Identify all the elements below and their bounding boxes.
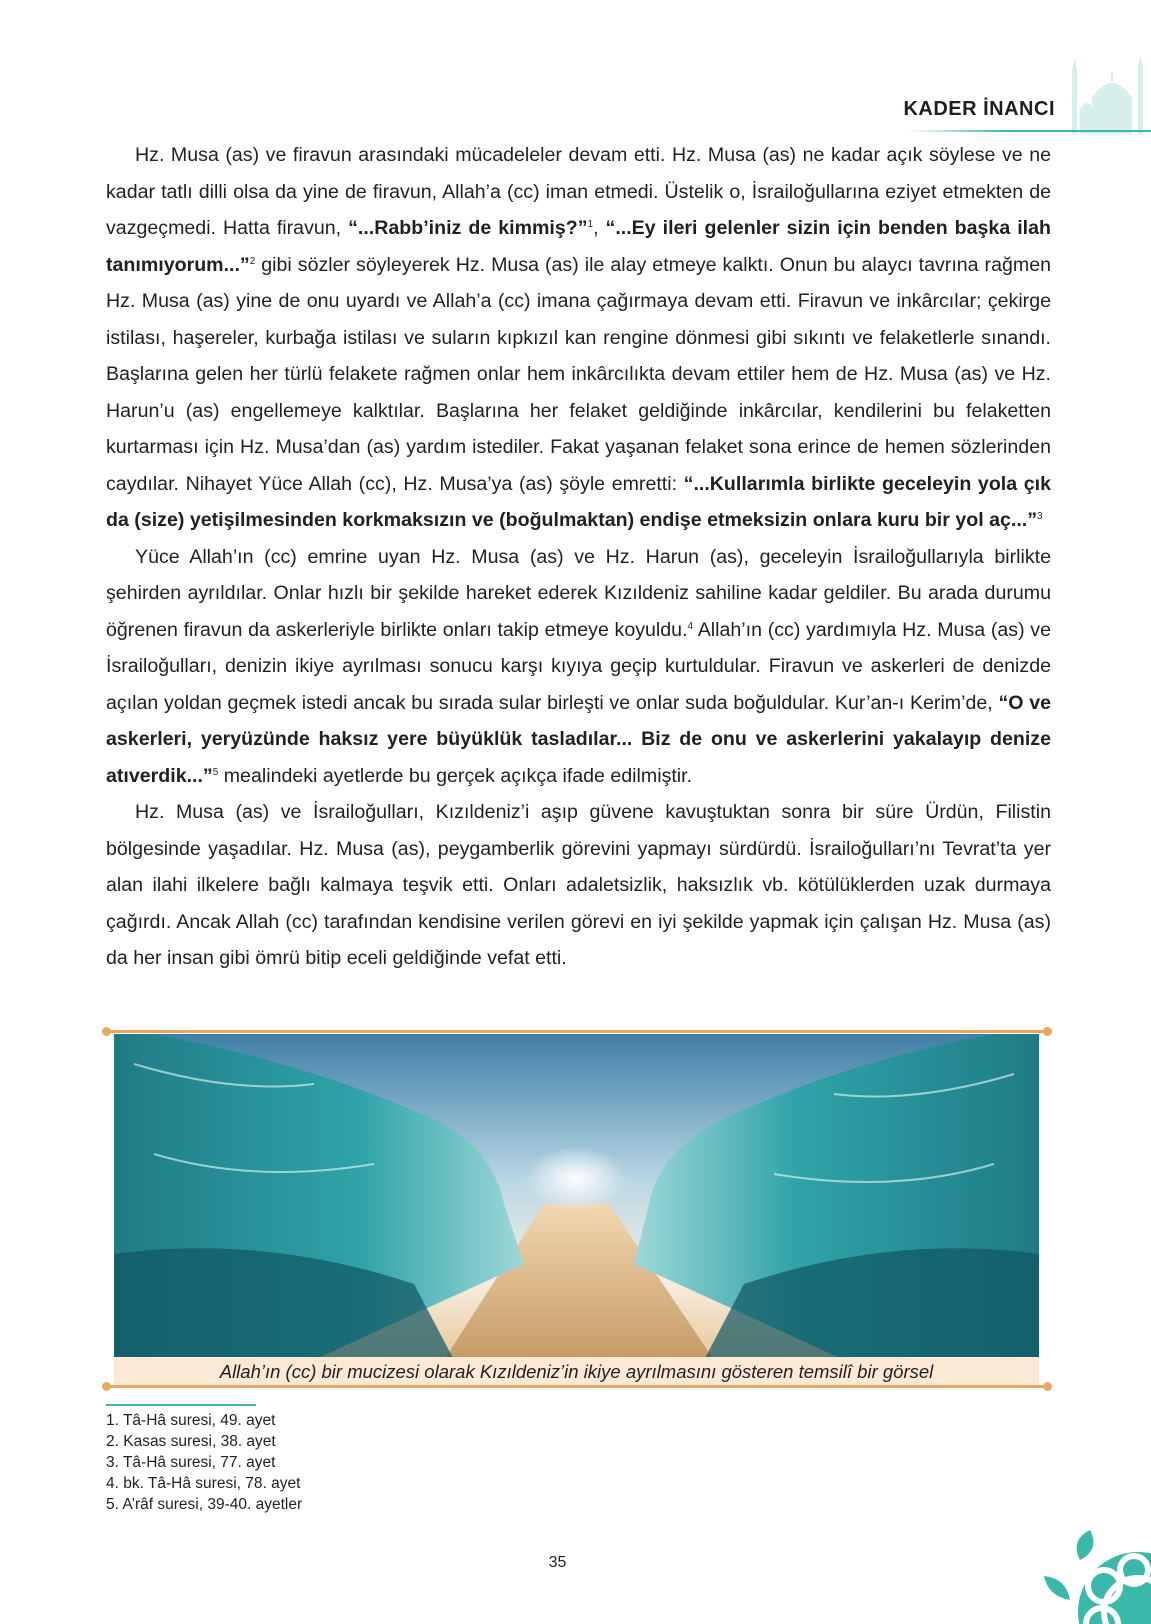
flower-ornament-icon bbox=[1030, 1500, 1151, 1624]
text-run: Yüce Allah’ın (cc) emrine uyan Hz. Musa (as) ve Hz. Harun (as), geceleyin İsrailoğullarıyla birlikte şehirden ayrıldılar. Onlar hızlı bir şekilde hareket ederek Kızıldeniz sahiline kadar geldiler. Bu arada durumu öğrenen firavun da askerleriyle birlikte onları takip etmeye koyuldu. bbox=[106, 545, 1051, 641]
figure-caption: Allah’ın (cc) bir mucizesi olarak Kızıldeniz’in ikiye ayrılmasını gösteren temsilî bir görsel bbox=[114, 1357, 1039, 1385]
footnote: 5. A’râf suresi, 39-40. ayetler bbox=[106, 1496, 303, 1513]
footnote-ref: 3 bbox=[1037, 511, 1043, 522]
figure-rule-dot bbox=[102, 1382, 111, 1391]
body-text bbox=[106, 137, 1051, 977]
paragraph bbox=[106, 539, 1051, 795]
text-run: Allah’ın (cc) yardımıyla Hz. Musa (as) ve İsrailoğulları, denizin ikiye ayrılması sonucu karşı kıyıya geçip kurtuldular. Firavun ve askerleri de denizde açılan yoldan geçmek istedi ancak bu sırada sular birleşti ve onlar suda boğuldular. Kur’an-ı Kerim’de, bbox=[106, 618, 1051, 714]
mosque-silhouette-icon bbox=[1064, 56, 1151, 134]
footnotes bbox=[106, 1410, 302, 1515]
text-run: Hz. Musa (as) ve İsrailoğulları, Kızıldeniz’i aşıp güvene kavuştuktan sonra bir süre Ürdün, Filistin bölgesinde yaşadılar. Hz. Musa (as), peygamberlik görevini yapmayı sürdürdü. İsrailoğulları’nı Tevrat’ta yer alan ilahi ilkelere bağlı kalmaya teşvik etti. Onları adaletsizlik, haksızlık vb. kötülüklerden uzak durmaya çağırdı. Ancak Allah (cc) tarafından kendisine verilen görevi en iyi şekilde yapmak için çalışan Hz. Musa (as) da her insan gibi ömrü bitip eceli geldiğinde vefat etti. bbox=[106, 801, 1051, 969]
footnote-ref: 1 bbox=[587, 219, 594, 230]
figure-rule-dot bbox=[1043, 1382, 1052, 1391]
figure-rule-dot bbox=[1043, 1027, 1052, 1036]
text-run: , bbox=[593, 217, 606, 239]
text-run: mealindeki ayetlerde bu gerçek açıkça ifade edilmiştir. bbox=[218, 764, 693, 787]
quoted-verse: “O ve askerleri, yeryüzünde haksız yere büyüklük tasladılar... Biz de onu ve askerlerini yakalayıp denize atıverdik...” bbox=[106, 691, 1052, 787]
footnote: 3. Tâ-Hâ suresi, 77. ayet bbox=[106, 1454, 276, 1471]
quoted-verse: “...Ey ileri gelenler sizin için benden başka ilah tanımıyorum...” bbox=[106, 217, 1051, 276]
parted-sea-image bbox=[114, 1034, 1039, 1360]
page-number: 35 bbox=[548, 1554, 567, 1571]
footnote-ref: 5 bbox=[212, 766, 219, 778]
paragraph bbox=[106, 137, 1051, 539]
figure-rule-dot bbox=[102, 1027, 111, 1036]
figure bbox=[106, 1027, 1047, 1391]
quoted-verse: “...Rabb’iniz de kimmiş?” bbox=[348, 217, 588, 239]
text-run: gibi sözler söyleyerek Hz. Musa (as) ile alay etmeye kalktı. Onun bu alaycı tavrına rağmen Hz. Musa (as) yine de onu uyardı ve Allah’a (cc) imana çağırmaya devam etti. Firavun ve inkârcılar; çekirge istilası, haşereler, kurbağa istilası ve suların kıpkızıl kan rengine dönmesi gibi sıkıntı ve felaketlerle sınandı. Başlarına gelen her türlü felakete rağmen onlar hem inkârcılıkta devam ettiler hem de Hz. Musa (as) ve Hz. Harun’u (as) engellemeye kalktılar. Başlarına her felaket geldiğinde inkârcılar, kendilerini bu felaketten kurtarması için Hz. Musa’dan (as) yardım istediler. Fakat yaşanan felaket sona erince de hemen sözlerinden caydılar. Nihayet Yüce Allah (cc), Hz. Musa’ya (as) şöyle emretti: bbox=[106, 253, 1051, 495]
footnote: 2. Kasas suresi, 38. ayet bbox=[106, 1433, 276, 1450]
figure-bottom-rule bbox=[106, 1385, 1047, 1388]
footnote: 1. Tâ-Hâ suresi, 49. ayet bbox=[106, 1412, 276, 1429]
quoted-verse: “...Kullarımla birlikte geceleyin yola çık da (size) yetişilmesinden korkmaksızın ve (boğulmaktan) endişe etmeksizin onlara kuru bir yol aç...” bbox=[106, 472, 1051, 531]
footnote-divider bbox=[106, 1404, 256, 1406]
figure-top-rule bbox=[106, 1030, 1047, 1033]
footnote-ref: 4 bbox=[687, 620, 694, 632]
text-run: Hz. Musa (as) ve firavun arasındaki mücadeleler devam etti. Hz. Musa (as) ne kadar açık söylese ve ne kadar tatlı dilli olsa da yine de firavun, Allah’a (cc) iman etmedi. Üstelik o, İsrailoğullarına eziyet etmekten de vazgeçmedi. Hatta firavun, bbox=[106, 144, 1051, 239]
paragraph bbox=[106, 794, 1051, 977]
footnote: 4. bk. Tâ-Hâ suresi, 78. ayet bbox=[106, 1475, 301, 1492]
header-divider bbox=[908, 130, 1151, 132]
chapter-title: KADER İNANCI bbox=[903, 98, 1055, 120]
footnote-ref: 2 bbox=[249, 255, 256, 267]
